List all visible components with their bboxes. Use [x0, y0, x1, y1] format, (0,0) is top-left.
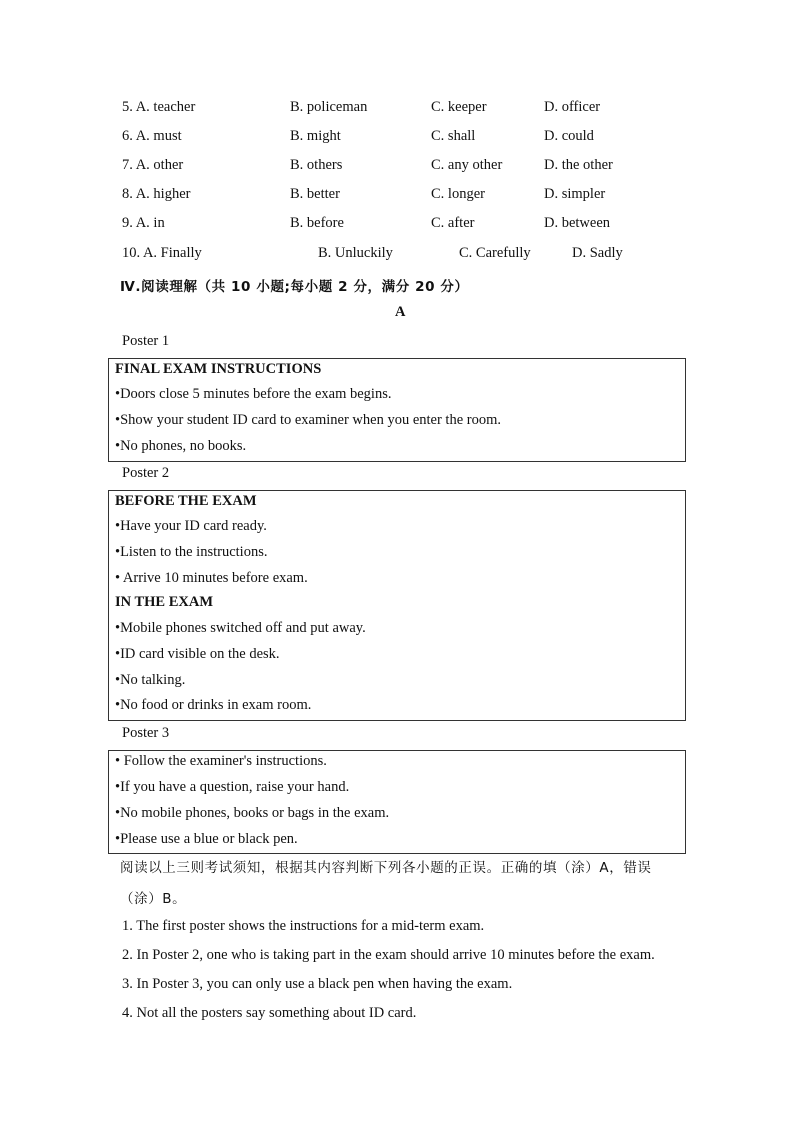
question-item: 1. The first poster shows the instructions for a mid-term exam. — [122, 918, 485, 934]
option-row — [0, 215, 800, 235]
option-d: D. could — [544, 128, 594, 144]
poster-heading: IN THE EXAM — [115, 594, 214, 610]
option-b: B. others — [290, 157, 343, 173]
poster-line: •No phones, no books. — [115, 438, 247, 454]
poster-line: •Doors close 5 minutes before the exam begins. — [115, 386, 392, 402]
poster-heading: FINAL EXAM INSTRUCTIONS — [115, 361, 322, 377]
option-d: D. between — [544, 215, 611, 231]
option-c: C. keeper — [431, 99, 487, 115]
option-b: B. might — [290, 128, 341, 144]
passage-letter: A — [395, 304, 406, 320]
option-a: 8. A. higher — [122, 186, 191, 202]
poster-line: •ID card visible on the desk. — [115, 646, 280, 662]
option-c: C. after — [431, 215, 475, 231]
option-row — [0, 157, 800, 177]
option-a: 7. A. other — [122, 157, 184, 173]
poster-line: •Show your student ID card to examiner when you enter the room. — [115, 412, 502, 428]
instruction-text: 阅读以上三则考试须知，根据其内容判断下列各小题的正误。正确的填（涂）A，错误 — [120, 860, 652, 876]
poster-line: •No talking. — [115, 672, 186, 688]
option-d: D. Sadly — [572, 245, 623, 261]
poster-heading: BEFORE THE EXAM — [115, 493, 257, 509]
option-b: B. before — [290, 215, 344, 231]
option-a: 6. A. must — [122, 128, 182, 144]
option-c: C. longer — [431, 186, 485, 202]
poster-label: Poster 2 — [122, 465, 170, 481]
option-d: D. the other — [544, 157, 613, 173]
option-a: 10. A. Finally — [122, 245, 202, 261]
question-item: 2. In Poster 2, one who is taking part in the exam should arrive 10 minutes before the exam. — [122, 947, 655, 963]
option-d: D. simpler — [544, 186, 606, 202]
option-c: C. any other — [431, 157, 503, 173]
question-item: 3. In Poster 3, you can only use a black pen when having the exam. — [122, 976, 513, 992]
option-b: B. Unluckily — [318, 245, 393, 261]
option-c: C. Carefully — [459, 245, 531, 261]
poster-label: Poster 1 — [122, 333, 170, 349]
poster-box — [108, 490, 686, 721]
option-c: C. shall — [431, 128, 476, 144]
option-row — [0, 128, 800, 148]
option-a: 5. A. teacher — [122, 99, 196, 115]
option-row — [0, 99, 800, 119]
option-a: 9. A. in — [122, 215, 165, 231]
poster-line: • Arrive 10 minutes before exam. — [115, 570, 308, 586]
option-row — [0, 245, 800, 265]
option-d: D. officer — [544, 99, 601, 115]
poster-box — [108, 358, 686, 462]
poster-line: •No food or drinks in exam room. — [115, 697, 312, 713]
poster-box — [108, 750, 686, 854]
option-b: B. better — [290, 186, 340, 202]
poster-label: Poster 3 — [122, 725, 170, 741]
poster-line: •Listen to the instructions. — [115, 544, 268, 560]
option-b: B. policeman — [290, 99, 368, 115]
poster-line: •Please use a blue or black pen. — [115, 831, 298, 847]
section-heading: Ⅳ.阅读理解（共 10 小题;每小题 2 分，满分 20 分） — [120, 279, 469, 295]
poster-line: • Follow the examiner's instructions. — [115, 753, 327, 769]
poster-line: •Mobile phones switched off and put away. — [115, 620, 366, 636]
poster-line: •If you have a question, raise your hand. — [115, 779, 350, 795]
question-item: 4. Not all the posters say something about ID card. — [122, 1005, 417, 1021]
poster-line: •No mobile phones, books or bags in the exam. — [115, 805, 390, 821]
option-row — [0, 186, 800, 206]
poster-line: •Have your ID card ready. — [115, 518, 267, 534]
instruction-text: （涂）B。 — [120, 891, 187, 907]
